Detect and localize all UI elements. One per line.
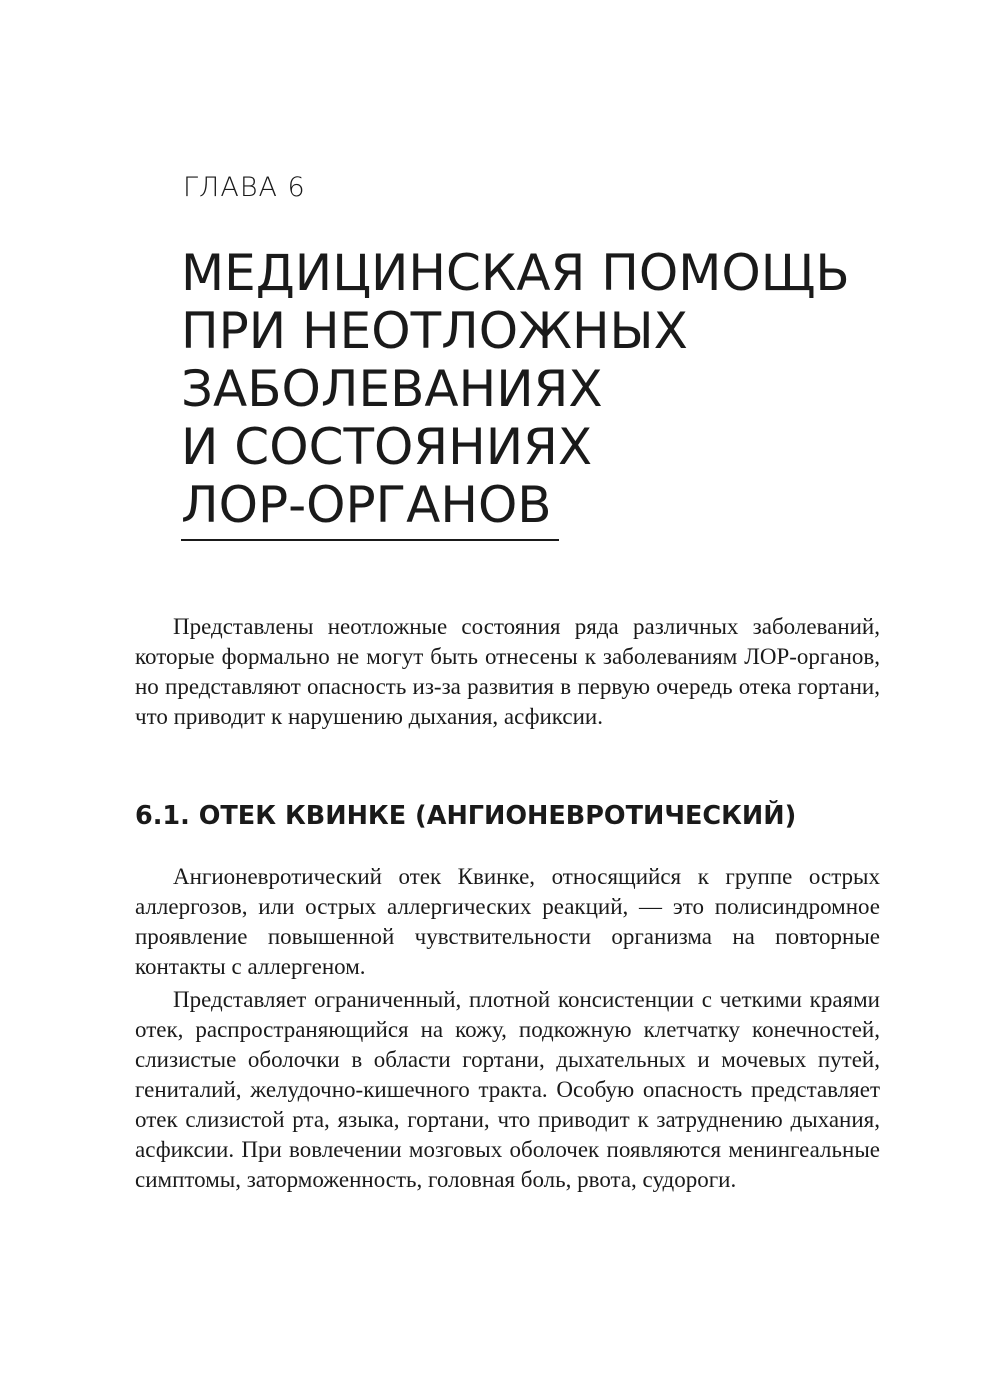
chapter-title-line: И СОСТОЯНИЯХ [181,418,593,476]
section-body [135,862,880,1198]
chapter-title-line: ПРИ НЕОТЛОЖНЫХ [181,302,688,360]
chapter-title-line: ЗАБОЛЕВАНИЯХ [181,360,603,418]
chapter-intro-paragraph: Представлены неотложные состояния ряда различных заболеваний, которые формально не могут быть отнесены к заболеваниям ЛОР-органов, но представляют опасность из-за развития в первую очередь отека гортани, что приводит к нарушению дыхания, асфиксии. [135,614,880,729]
chapter-title-line: МЕДИЦИНСКАЯ ПОМОЩЬ [181,244,850,302]
body-paragraph: Ангионевротический отек Квинке, относящийся к группе острых аллергозов, или острых аллергических реакций, — это полисиндромное проявление повышенной чувствительности организма на повторные контакты с аллергеном. [135,864,880,979]
chapter-label: ГЛАВА 6 [183,172,306,203]
title-underline [181,539,559,541]
chapter-title-line: ЛОР-ОРГАНОВ [181,476,552,534]
body-paragraph: Представляет ограниченный, плотной консистенции с четкими краями отек, распространяющийся на кожу, подкожную клетчатку конечностей, слизистые оболочки в области гортани, дыхательных и мочевых путей, гениталий, желудочно-кишечного тракта. Особую опасность представляет отек слизистой рта, языка, гортани, что приводит к затруднению дыхания, асфиксии. При вовлечении мозговых оболочек появляются менингеальные симптомы, заторможенность, головная боль, рвота, судороги. [135,987,880,1192]
section-heading: 6.1. ОТЕК КВИНКЕ (АНГИОНЕВРОТИЧЕСКИЙ) [135,801,797,831]
chapter-title [181,244,941,534]
